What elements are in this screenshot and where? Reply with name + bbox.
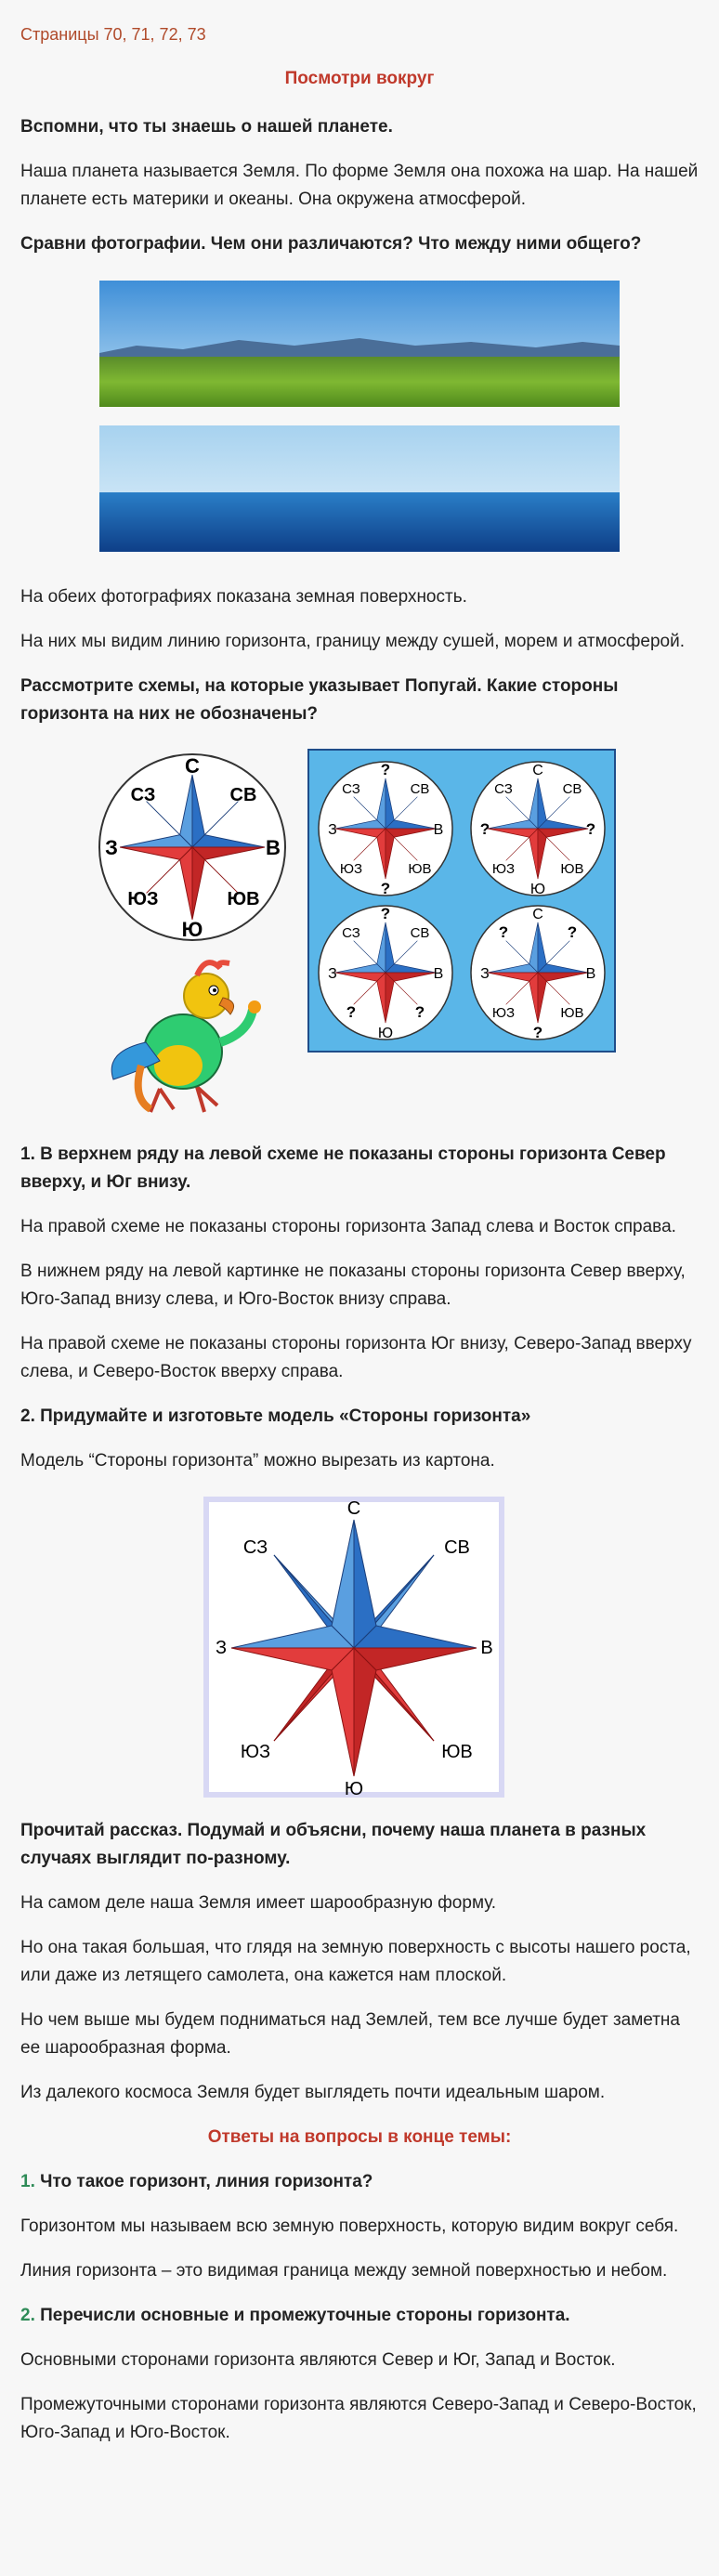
paragraph-planet: Наша планета называется Земля. По форме Земля она похожа на шар. На нашей планете есть материки и океаны. Она окружена атмосферой.: [20, 162, 699, 209]
question-remember: Вспомни, что ты знаешь о нашей планете.: [20, 117, 393, 137]
svg-text:Ю: Ю: [377, 1026, 394, 1041]
question-story: Прочитай рассказ. Подумай и объясни, почему наша планета в разных случаях выглядит по-разному.: [20, 1821, 647, 1868]
label-se: ЮВ: [227, 889, 260, 909]
svg-text:?: ?: [380, 761, 391, 778]
answer-1-title: 1. В верхнем ряду на левой схеме не показаны стороны горизонта Север вверху, и Юг внизу.: [20, 1144, 666, 1192]
model-label-n: С: [346, 1498, 361, 1519]
scheme-bottom-left: [319, 905, 452, 1041]
svg-text:?: ?: [479, 820, 490, 838]
svg-text:СЗ: СЗ: [342, 781, 360, 797]
answer-1-p2: В нижнем ряду на левой картинке не показаны стороны горизонта Север вверху, Юго-Запад внизу слева, и Юго-Восток внизу справа.: [20, 1262, 686, 1309]
story-p4: Из далекого космоса Земля будет выглядеть почти идеальным шаром.: [20, 2083, 606, 2102]
label-e: В: [266, 836, 281, 859]
svg-text:ЮЗ: ЮЗ: [339, 861, 363, 877]
story-p3: Но чем выше мы будем подниматься над Землей, тем все лучше будет заметна ее шарообразная форма.: [20, 2010, 680, 2058]
svg-text:СЗ: СЗ: [494, 781, 513, 797]
label-ne: СВ: [229, 785, 257, 805]
svg-text:?: ?: [532, 1024, 543, 1041]
svg-text:С: С: [532, 907, 543, 922]
svg-text:?: ?: [567, 923, 578, 941]
qa-2-question: 2. Перечисли основные и промежуточные стороны горизонта.: [20, 2306, 570, 2325]
answers-title: Ответы на вопросы в конце темы:: [207, 2127, 512, 2147]
story-p2: Но она такая большая, что глядя на земную поверхность с высоты нашего роста, или даже из летящего самолета, она кажется нам плоской.: [20, 1938, 691, 1985]
svg-text:Ю: Ю: [529, 882, 546, 897]
svg-text:ЮВ: ЮВ: [560, 1005, 584, 1021]
qa-1-p1: Горизонтом мы называем всю земную поверхность, которую видим вокруг себя.: [20, 2216, 679, 2236]
answer-2-title: 2. Придумайте и изготовьте модель «Стороны горизонта»: [20, 1406, 531, 1426]
label-s: Ю: [181, 918, 203, 941]
svg-text:С: С: [532, 763, 543, 778]
svg-text:СВ: СВ: [410, 925, 430, 941]
paragraph-both-photos: На обеих фотографиях показана земная поверхность.: [20, 587, 467, 607]
qa-2-p2: Промежуточными сторонами горизонта являются Северо-Запад и Северо-Восток, Юго-Запад и Юго-Восток.: [20, 2395, 697, 2442]
answer-1-p3: На правой схеме не показаны стороны горизонта Юг внизу, Северо-Запад вверху слева, и Северо-Восток вверху справа.: [20, 1334, 692, 1381]
qa-1-question: 1. Что такое горизонт, линия горизонта?: [20, 2172, 373, 2191]
svg-text:?: ?: [346, 1003, 357, 1021]
model-label-s: Ю: [344, 1779, 364, 1799]
answer-2-p1: Модель “Стороны горизонта” можно вырезать из картона.: [20, 1451, 495, 1471]
svg-text:ЮВ: ЮВ: [560, 861, 584, 877]
svg-text:ЮВ: ЮВ: [408, 861, 432, 877]
qa-2-p1: Основными сторонами горизонта являются Север и Юг, Запад и Восток.: [20, 2350, 616, 2370]
model-label-w: З: [215, 1638, 228, 1658]
scheme-top-right: [471, 762, 605, 897]
svg-text:СЗ: СЗ: [342, 925, 360, 941]
parrot-illustration: [111, 962, 261, 1112]
svg-text:?: ?: [380, 880, 391, 897]
compass-full: [99, 754, 285, 941]
label-sw: ЮЗ: [127, 889, 159, 909]
label-n: С: [185, 754, 200, 778]
model-label-se: ЮВ: [441, 1742, 473, 1762]
compass-schemes-figure: [20, 745, 699, 1117]
svg-text:СВ: СВ: [410, 781, 430, 797]
story-p1: На самом деле наша Земля имеет шарообразную форму.: [20, 1893, 497, 1913]
scheme-top-left: [319, 761, 452, 897]
svg-text:З: З: [480, 966, 490, 982]
svg-text:?: ?: [498, 923, 509, 941]
model-label-nw: СЗ: [242, 1537, 268, 1558]
label-w: З: [105, 836, 118, 859]
sea-photo: [99, 425, 620, 552]
compass-model-figure: [20, 1494, 699, 1800]
question-compare: Сравни фотографии. Чем они различаются? Что между ними общего?: [20, 234, 642, 254]
svg-text:?: ?: [414, 1003, 425, 1021]
section-title: Посмотри вокруг: [284, 69, 435, 88]
svg-text:ЮЗ: ЮЗ: [491, 861, 516, 877]
svg-text:З: З: [328, 966, 337, 982]
breadcrumb[interactable]: Страницы 70, 71, 72, 73: [20, 25, 206, 44]
svg-text:?: ?: [380, 905, 391, 922]
svg-text:З: З: [328, 822, 337, 838]
scheme-bottom-right: [471, 906, 605, 1041]
svg-text:?: ?: [585, 820, 596, 838]
label-nw: СЗ: [130, 785, 156, 805]
model-label-ne: СВ: [444, 1537, 470, 1558]
svg-text:В: В: [433, 822, 444, 838]
paragraph-horizon-line: На них мы видим линию горизонта, границу между сушей, морем и атмосферой.: [20, 632, 685, 651]
svg-text:ЮЗ: ЮЗ: [491, 1005, 516, 1021]
svg-text:В: В: [433, 966, 444, 982]
svg-text:В: В: [585, 966, 596, 982]
svg-text:СВ: СВ: [562, 781, 582, 797]
question-schemes: Рассмотрите схемы, на которые указывает Попугай. Какие стороны горизонта на них не обозначены?: [20, 676, 619, 724]
qa-1-p2: Линия горизонта – это видимая граница между земной поверхностью и небом.: [20, 2261, 668, 2281]
field-photo: [99, 281, 620, 407]
model-label-sw: ЮЗ: [240, 1742, 271, 1762]
answer-1-p1: На правой схеме не показаны стороны горизонта Запад слева и Восток справа.: [20, 1217, 676, 1236]
model-label-e: В: [480, 1638, 493, 1658]
